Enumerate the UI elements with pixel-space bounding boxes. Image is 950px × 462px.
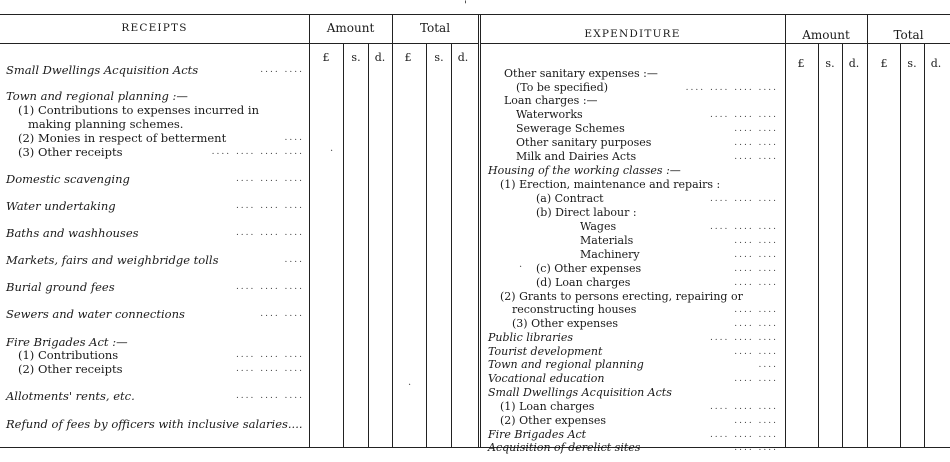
receipts-line xyxy=(18,103,259,117)
receipts-line-text: Allotments' rents, etc. xyxy=(6,389,135,403)
receipts-line xyxy=(6,335,128,349)
receipts-line-text: (2) Other receipts xyxy=(18,362,123,376)
receipts-line-text: making planning schemes. xyxy=(28,117,184,131)
receipts-line xyxy=(6,63,198,77)
expenditure-line xyxy=(516,108,583,121)
col-rule xyxy=(867,14,868,447)
expenditure-line-text: Small Dwellings Acquisition Acts xyxy=(488,386,672,399)
expenditure-leader-dots: .... .... .... xyxy=(709,333,778,343)
expenditure-line-text: Vocational education xyxy=(488,372,605,385)
expenditure-line-text: Sewerage Schemes xyxy=(516,122,625,135)
receipts-line-text: Domestic scavenging xyxy=(6,172,130,186)
expenditure-line xyxy=(516,136,651,149)
expenditure-line-text: Machinery xyxy=(580,248,640,261)
receipts-line xyxy=(18,362,122,376)
expenditure-line xyxy=(500,400,594,413)
expenditure-line xyxy=(500,178,720,191)
currency-cell: d. xyxy=(374,51,386,64)
currency-cell: s. xyxy=(351,51,361,64)
currency-cell: d. xyxy=(930,57,942,70)
receipts-line-text: Burial ground fees xyxy=(6,280,115,294)
expenditure-line-text: Materials xyxy=(580,234,634,247)
stray-mark: · xyxy=(330,146,334,157)
bottom-rule xyxy=(0,447,950,448)
receipts-leader-dots: .... .... xyxy=(260,309,304,319)
receipts-line-text: Baths and washhouses xyxy=(6,226,139,240)
receipts-leader-dots: .... .... .... xyxy=(235,282,304,292)
expenditure-leader-dots: .... xyxy=(758,360,778,370)
receipts-leader-dots: .... .... .... xyxy=(235,391,304,401)
expenditure-line-text: Other sanitary purposes xyxy=(516,136,652,149)
currency-cell: £ xyxy=(797,57,805,70)
expenditure-line xyxy=(500,290,743,303)
receipts-line-text: Sewers and water connections xyxy=(6,307,185,321)
expenditure-line xyxy=(488,358,644,371)
expenditure-line xyxy=(500,414,606,427)
receipts-line-text: (1) Contributions xyxy=(18,348,119,362)
expenditure-line xyxy=(488,331,573,344)
receipts-line-text: Fire Brigades Act :— xyxy=(6,335,128,349)
expenditure-line xyxy=(536,276,630,289)
expenditure-line-text: (d) Loan charges xyxy=(536,276,631,289)
expenditure-line-text: Wages xyxy=(580,220,617,233)
receipts-line xyxy=(18,131,226,145)
expenditure-leader-dots: .... .... xyxy=(734,236,778,246)
expenditure-line xyxy=(580,248,640,261)
expenditure-line xyxy=(516,150,636,163)
expenditure-leader-dots: .... .... xyxy=(734,374,778,384)
receipts-line-text: Small Dwellings Acquisition Acts xyxy=(6,63,199,77)
expenditure-leader-dots: .... .... xyxy=(734,278,778,288)
currency-cell: s. xyxy=(434,51,444,64)
receipts-leader-dots: .... .... xyxy=(260,65,304,75)
expenditure-line-text: (2) Grants to persons erecting, repairing or xyxy=(500,290,743,303)
receipts-line-text: Town and regional planning :— xyxy=(6,89,188,103)
receipts-line-text: Markets, fairs and weighbridge tolls xyxy=(6,253,219,267)
expenditure-leader-dots: .... .... xyxy=(734,443,778,453)
expenditure-line-text: Public libraries xyxy=(488,331,574,344)
receipts-line xyxy=(6,226,139,240)
receipts-line xyxy=(6,280,115,294)
expenditure-line xyxy=(488,372,605,385)
header-rule xyxy=(0,43,478,44)
currency-cell: £ xyxy=(880,57,888,70)
receipts-leader-dots: .... .... .... xyxy=(235,364,304,374)
receipts-amount-header: Amount xyxy=(326,21,375,35)
col-rule xyxy=(451,43,452,447)
expenditure-line xyxy=(516,81,608,94)
top-rule xyxy=(0,14,950,15)
receipts-line-text: (1) Contributions to expenses incurred in xyxy=(18,103,259,117)
expenditure-line-text: reconstructing houses xyxy=(512,303,637,316)
col-rule xyxy=(924,43,925,447)
expenditure-line xyxy=(580,220,616,233)
expenditure-line xyxy=(580,234,633,247)
receipts-line xyxy=(6,89,188,103)
receipts-line xyxy=(6,172,130,186)
receipts-leader-dots: .... .... .... xyxy=(235,228,304,238)
col-rule xyxy=(818,43,819,447)
expenditure-line-text: Acquisition of derelict sites xyxy=(488,441,641,454)
expenditure-line-text: (a) Contract xyxy=(536,192,604,205)
receipts-total-header: Total xyxy=(419,21,451,35)
receipts-line xyxy=(18,348,118,362)
expenditure-line-text: Other sanitary expenses :— xyxy=(504,67,658,80)
expenditure-line-text: (b) Direct labour : xyxy=(536,206,637,219)
expenditure-line xyxy=(488,345,602,358)
expenditure-line xyxy=(488,441,640,454)
expenditure-total-header: Total xyxy=(893,28,924,42)
expenditure-line-text: (2) Other expenses xyxy=(500,414,607,427)
col-rule xyxy=(426,43,427,447)
center-rule xyxy=(480,14,481,447)
expenditure-leader-dots: .... .... xyxy=(734,305,778,315)
expenditure-leader-dots: .... .... xyxy=(734,264,778,274)
stray-mark: · xyxy=(519,262,523,273)
expenditure-line-text: Loan charges :— xyxy=(504,94,598,107)
expenditure-line-text: Town and regional planning xyxy=(488,358,644,371)
expenditure-line xyxy=(488,428,586,441)
col-rule xyxy=(785,14,786,447)
currency-cell: s. xyxy=(907,57,917,70)
expenditure-leader-dots: .... .... xyxy=(734,124,778,134)
col-rule xyxy=(309,14,310,447)
expenditure-line xyxy=(504,67,658,80)
expenditure-leader-dots: .... .... .... xyxy=(709,222,778,232)
expenditure-line xyxy=(516,122,625,135)
currency-cell: s. xyxy=(825,57,835,70)
header-rule-right xyxy=(480,43,950,44)
receipts-leader-dots: .... xyxy=(284,133,304,143)
expenditure-leader-dots: .... .... xyxy=(734,138,778,148)
receipts-line xyxy=(6,417,303,431)
expenditure-leader-dots: .... .... xyxy=(734,152,778,162)
receipts-line xyxy=(18,145,122,159)
receipts-line-text: (2) Monies in respect of betterment xyxy=(18,131,227,145)
expenditure-line xyxy=(536,262,641,275)
expenditure-line-text: (1) Erection, maintenance and repairs : xyxy=(500,178,721,191)
receipts-line-text: Refund of fees by officers with inclusive salaries.... xyxy=(6,417,303,431)
col-rule xyxy=(392,14,393,447)
expenditure-leader-dots: .... .... xyxy=(734,319,778,329)
receipts-leader-dots: .... .... .... xyxy=(235,174,304,184)
receipts-line xyxy=(28,117,183,131)
col-rule xyxy=(900,43,901,447)
expenditure-leader-dots: .... .... .... xyxy=(709,430,778,440)
receipts-leader-dots: .... xyxy=(284,255,304,265)
expenditure-line xyxy=(488,386,672,399)
receipts-line-text: (3) Other receipts xyxy=(18,145,123,159)
expenditure-line-text: (To be specified) xyxy=(516,81,608,94)
expenditure-leader-dots: .... .... .... xyxy=(709,402,778,412)
receipts-line xyxy=(6,307,185,321)
expenditure-line-text: Fire Brigades Act xyxy=(488,428,587,441)
expenditure-line-text: (1) Loan charges xyxy=(500,400,595,413)
receipts-line-text: Water undertaking xyxy=(6,199,116,213)
currency-cell: d. xyxy=(848,57,860,70)
receipts-line xyxy=(6,253,218,267)
expenditure-line-text: (3) Other expenses xyxy=(512,317,619,330)
expenditure-leader-dots: .... .... xyxy=(734,250,778,260)
receipts-leader-dots: .... .... .... xyxy=(235,350,304,360)
expenditure-line-text: Housing of the working classes :— xyxy=(488,164,681,177)
expenditure-line xyxy=(512,317,618,330)
receipts-leader-dots: .... .... .... xyxy=(235,201,304,211)
col-rule xyxy=(368,43,369,447)
expenditure-line xyxy=(536,206,637,219)
expenditure-line-text: Waterworks xyxy=(516,108,583,121)
currency-cell: £ xyxy=(404,51,412,64)
expenditure-line xyxy=(488,164,681,177)
page-mark: ' xyxy=(464,0,467,11)
expenditure-line-text: Milk and Dairies Acts xyxy=(516,150,637,163)
currency-cell: d. xyxy=(457,51,469,64)
receipts-line xyxy=(6,389,135,403)
expenditure-line xyxy=(512,303,636,316)
expenditure-line-text: Tourist development xyxy=(488,345,603,358)
expenditure-line-text: (c) Other expenses xyxy=(536,262,642,275)
currency-cell: £ xyxy=(322,51,330,64)
expenditure-line xyxy=(504,94,598,107)
expenditure-leader-dots: .... .... .... xyxy=(709,110,778,120)
col-rule xyxy=(343,43,344,447)
center-rule xyxy=(478,14,479,447)
stray-mark: · xyxy=(408,380,412,391)
expenditure-leader-dots: .... .... xyxy=(734,416,778,426)
receipts-title: RECEIPTS xyxy=(121,22,188,34)
expenditure-leader-dots: .... .... xyxy=(734,347,778,357)
expenditure-leader-dots: .... .... .... .... xyxy=(685,83,778,93)
col-rule xyxy=(842,43,843,447)
expenditure-leader-dots: .... .... .... xyxy=(709,194,778,204)
expenditure-line xyxy=(536,192,604,205)
expenditure-title: EXPENDITURE xyxy=(584,28,681,40)
receipts-line xyxy=(6,199,116,213)
receipts-leader-dots: .... .... .... .... xyxy=(211,147,304,157)
expenditure-amount-header: Amount xyxy=(802,28,850,42)
